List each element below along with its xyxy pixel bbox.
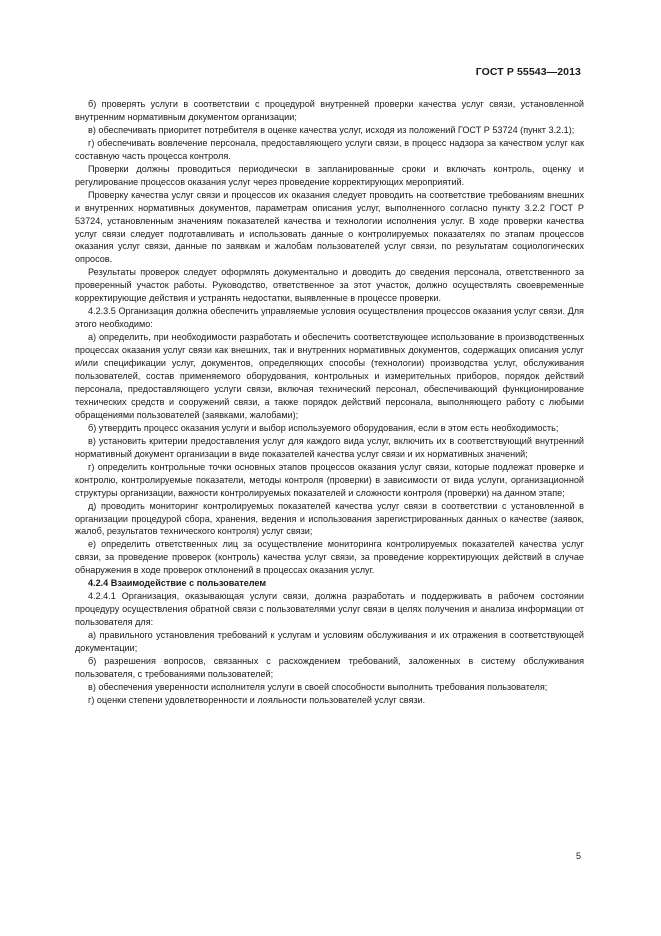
page-number: 5 [575,851,581,861]
paragraph: а) правильного установления требований к услугам и условиям обслуживания и их отражения в соответствующей документации; [75,630,584,654]
paragraph: Проверку качества услуг связи и процессов их оказания следует проводить на соответствие требованиям внешних и внутренних нормативных документов, параметрам описания услуг, выполненного согласно пункту 3.2.2 ГОСТ Р 53724, установленным значениям показателей качества и технологии исполнения услуг. В ходе проверки качества услуг связи следует подготавливать и использовать данные о контролируемых показателях по этапам процессов оказания услуг связи, данные по заявкам и жалобам пользователей услуг связи, по результатам социологических опросов. [75,189,584,265]
paragraph: г) обеспечивать вовлечение персонала, предоставляющего услуги связи, в процесс надзора за качеством услуг как составную часть процесса контроля. [75,137,584,161]
paragraph: в) обеспечивать приоритет потребителя в оценке качества услуг, исходя из положений ГОСТ Р 53724 (пункт 3.2.1); [88,124,575,135]
paragraph: г) определить контрольные точки основных этапов процессов оказания услуг связи, которые подлежат проверке и контролю, контролируемые показатели, методы контроля (проверки) в зависимости от вида услуги, организационной структуры организации, важности контролируемых показателей и сложности контроля (проверки) на данном этапе; [75,461,584,498]
paragraph: а) определить, при необходимости разработать и обеспечить соответствующее использование в производственных процессах оказания услуг связи как внешних, так и внутренних нормативных документов, содержащих описания услуг и/или спецификации услуг, документов, определяющих способы (технологии) производства услуг, обслуживания пользователей, состав применяемого оборудования, контрольных и измерительных приборов, порядок действий персонала, предоставляющего услуги связи, включая технический персонал, обеспечивающий функционирование технических средств и сооружений связи, а также порядок действий персонала, выполняющего работу с любыми обращениями пользователей (заявками, жалобами); [75,332,584,420]
paragraph: в) установить критерии предоставления услуг для каждого вида услуг, включить их в соответствующий внутренний нормативный документ организации в виде показателей качества услуг связи и их нормативных значений; [75,435,584,459]
paragraph: Проверки должны проводиться периодически в запланированные сроки и включать контроль, оценку и регулирование процессов оказания услуг через проведение корректирующих мероприятий. [75,163,584,187]
document-body [75,98,584,707]
document-code-header: ГОСТ Р 55543—2013 [475,66,581,78]
paragraph: б) разрешения вопросов, связанных с расхождением требований, заложенных в систему обслуживания пользователя, с требованиями пользователей; [75,655,584,679]
paragraph: Результаты проверок следует оформлять документально и доводить до сведения персонала, ответственного за проверенный участок работы. Руководство, ответственное за этот участок, должно осуществлять своевременные корректирующие действия и устранять недостатки, выявленные в процессе проверки. [75,267,584,304]
paragraph: г) оценки степени удовлетворенности и лояльности пользователей услуг связи. [88,694,426,705]
section-heading-4-2-4: 4.2.4 Взаимодействие с пользователем [88,578,267,589]
paragraph: е) определить ответственных лиц за осуществление мониторинга контролируемых показателей качества услуг связи, за проведение проверок (контроль) качества услуг связи, за проведение корректирующих действий в случае обнаружения в ходе проверок отклонений в процессах оказания услуг. [75,539,584,576]
clause-4-2-3-5: 4.2.3.5 Организация должна обеспечить управляемые условия осуществления процессов оказания услуг связи. Для этого необходимо: [75,306,584,330]
paragraph: д) проводить мониторинг контролируемых показателей качества услуг связи в соответствии с установленной в организации процедурой сбора, хранения, ведения и использования зарегистрированных данных о качестве (заявок, жалоб, результатов технического контроля) услуг связи; [75,500,584,537]
paragraph: б) утвердить процесс оказания услуги и выбор используемого оборудования, если в этом есть необходимость; [88,422,559,433]
paragraph: б) проверять услуги в соответствии с процедурой внутренней проверки качества услуг связи, установленной внутренним нормативным документом организации; [75,99,584,122]
paragraph: в) обеспечения уверенности исполнителя услуги в своей способности выполнить требования пользователя; [88,681,548,692]
clause-4-2-4-1: 4.2.4.1 Организация, оказывающая услуги связи, должна разработать и поддерживать в рабочем состоянии процедуру осуществления обратной связи с пользователями услуг связи в целях получения и анализа информации от пользователя для: [75,591,584,628]
